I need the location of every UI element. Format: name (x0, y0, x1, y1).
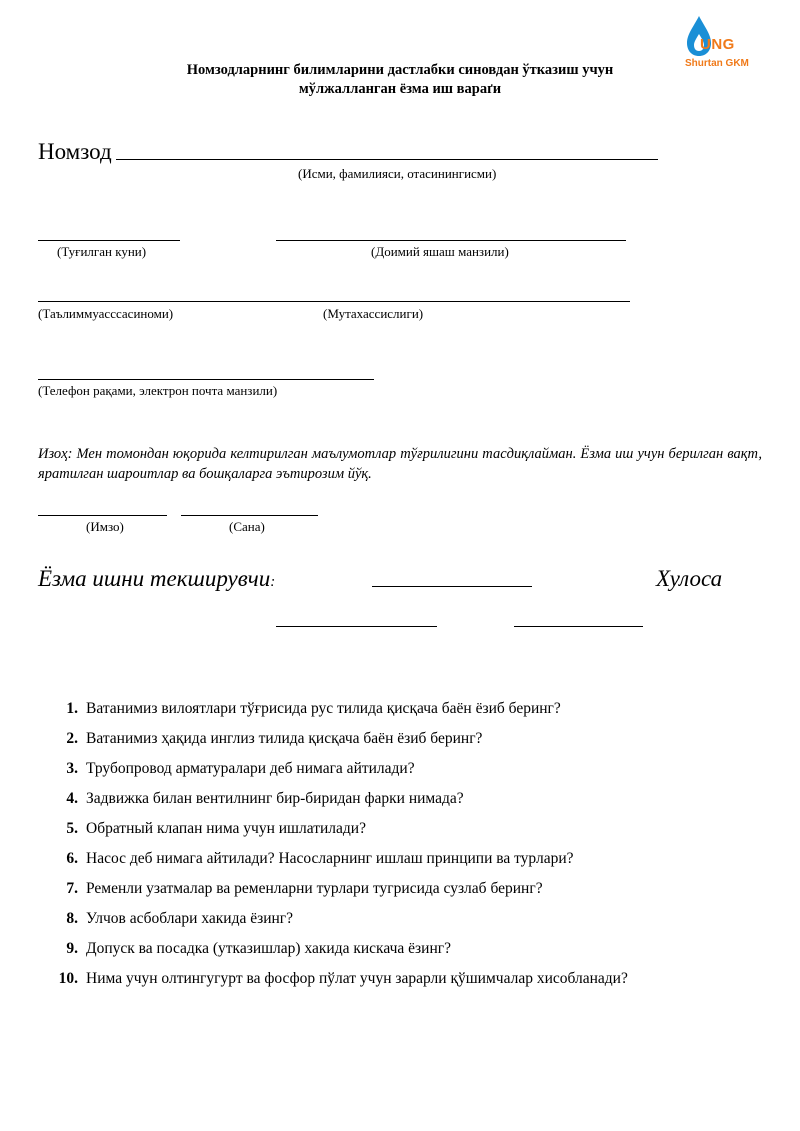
question-item (38, 754, 778, 784)
checker-label-text: Ёзма ишни текширувчи (38, 566, 271, 591)
question-text: Нима учун олтингугурт ва фосфор пўлат учун зарарли қўшимчалар хисобланади? (86, 970, 628, 987)
name-field[interactable] (116, 159, 658, 160)
birth-date-caption: (Туғилган куни) (57, 244, 147, 259)
education-caption: (Таълиммуасссасиноми) (38, 306, 174, 321)
question-number: 6. (66, 850, 78, 867)
question-text: Допуск ва посадка (утказишлар) хакида кискача ёзинг? (86, 940, 451, 957)
question-item (38, 844, 778, 874)
contact-field[interactable] (38, 379, 374, 380)
address-caption: (Доимий яшаш манзили) (371, 244, 509, 259)
question-text: Улчов асбоблари хакида ёзинг? (86, 910, 294, 927)
question-number: 1. (66, 700, 78, 717)
logo-brand: UNG (700, 36, 735, 53)
question-text: Насос деб нимага айтилади? Насосларнинг ишлаш принципи ва турлари? (86, 850, 574, 867)
question-item (38, 874, 778, 904)
page-title-line1: Номзодларнинг билимларини дастлабки синовдан ўтказиш учун (186, 62, 614, 78)
birth-date-field[interactable] (38, 240, 180, 241)
question-number: 4. (66, 790, 78, 807)
question-number: 9. (66, 940, 78, 957)
specialty-caption: (Мутахассислиги) (323, 306, 424, 321)
confirmation-note: Изоҳ: Мен томондан юқорида келтирилган маълумотлар тўғрилигини тасдиқлайман. Ёзма иш учун берилган вақт, яратилган шароитлар ва бошқаларга эътирозим йўқ. (38, 446, 762, 482)
question-text: Обратный клапан нима учун ишлатилади? (86, 820, 366, 837)
logo-subtitle: Shurtan GKM (685, 58, 749, 69)
question-number: 3. (66, 760, 78, 777)
question-item (38, 784, 778, 814)
signature-field[interactable] (38, 515, 167, 516)
question-text: Трубопровод арматуралари деб нимага айтилади? (86, 760, 415, 777)
conclusion-label: Хулоса (656, 566, 723, 591)
question-list (38, 694, 778, 994)
date-field[interactable] (181, 515, 318, 516)
question-number: 2. (66, 730, 78, 747)
address-field[interactable] (276, 240, 626, 241)
education-field[interactable] (38, 301, 630, 302)
conclusion-field[interactable] (514, 626, 643, 627)
question-text: Ватанимиз ҳақида инглиз тилида қисқача баён ёзиб беринг? (86, 730, 483, 747)
question-item (38, 934, 778, 964)
question-item (38, 724, 778, 754)
question-text: Ватанимиз вилоятлари тўғрисида рус тилида қисқача баён ёзиб беринг? (86, 700, 561, 717)
checker-signature-field[interactable] (276, 626, 437, 627)
page-title-line2: мўлжалланган ёзма иш вараґи (298, 81, 502, 97)
name-caption: (Исми, фамилияси, отасинингисми) (298, 166, 497, 181)
signature-caption: (Имзо) (86, 519, 124, 534)
candidate-label: Номзод (38, 139, 112, 164)
checker-label (38, 566, 275, 592)
question-number: 8. (66, 910, 78, 927)
question-number: 5. (66, 820, 78, 837)
checker-colon: : (270, 574, 276, 590)
question-text: Задвижка билан вентилнинг бир-биридан фарки нимада? (86, 790, 464, 807)
contact-caption: (Телефон рақами, электрон почта манзили) (38, 383, 278, 398)
checker-field[interactable] (372, 586, 532, 587)
question-number: 7. (66, 880, 78, 897)
date-caption: (Сана) (229, 519, 265, 534)
question-item (38, 964, 778, 994)
question-text: Ременли узатмалар ва ременларни турлари тугрисида сузлаб беринг? (86, 880, 543, 897)
question-item (38, 904, 778, 934)
question-item (38, 694, 778, 724)
question-item (38, 814, 778, 844)
question-number: 10. (58, 970, 78, 987)
